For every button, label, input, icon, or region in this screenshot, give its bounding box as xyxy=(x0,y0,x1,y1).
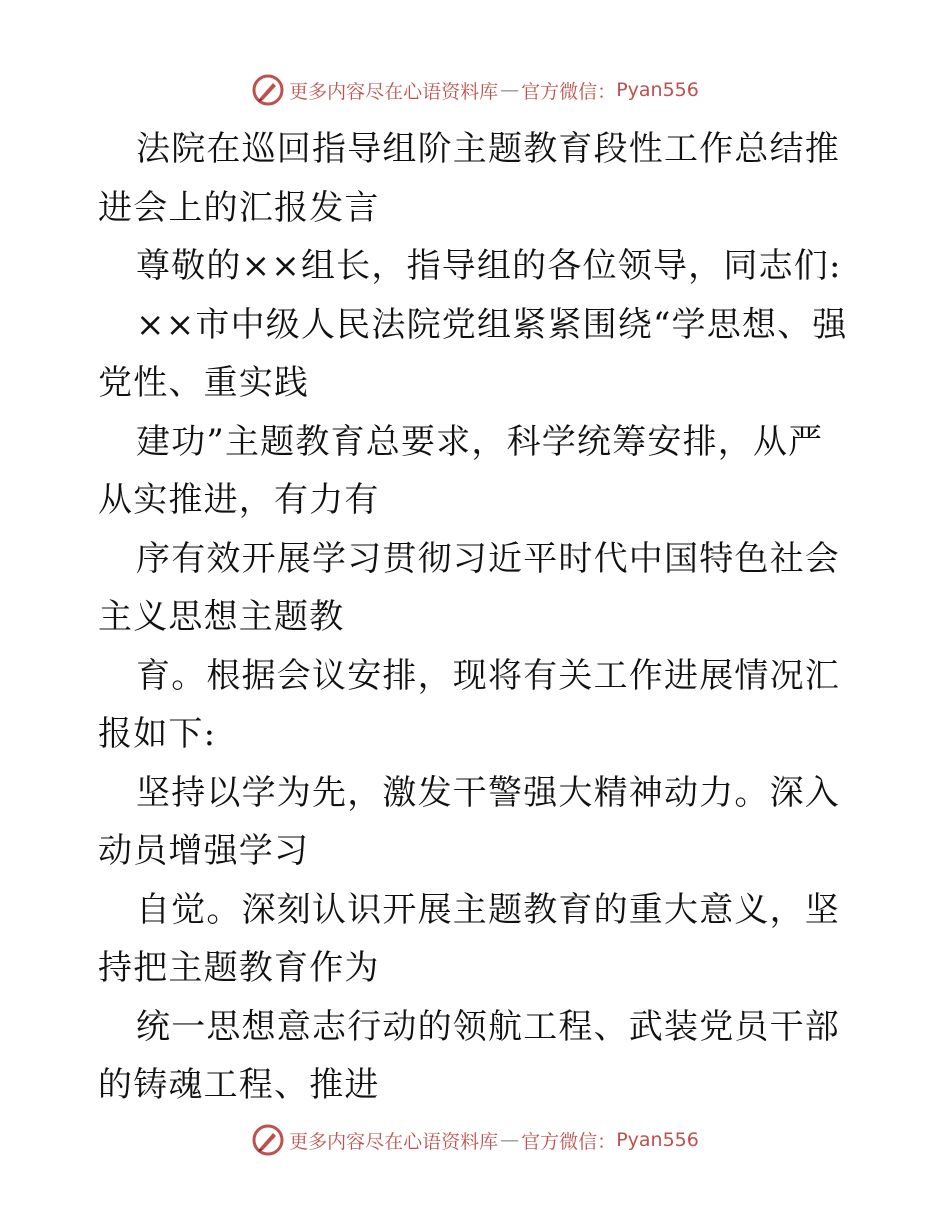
watermark-site: 更多内容尽在心语资料库 xyxy=(289,80,499,103)
document-title: 法院在巡回指导组阶主题教育段性工作总结推进会上的汇报发言 xyxy=(98,129,840,228)
watermark-label: 官方微信： xyxy=(521,80,617,103)
paragraph-2: 建功”主题教育总要求，科学统筹安排，从严从实推进，有力有 xyxy=(98,421,824,520)
watermark-handle: Pyan556 xyxy=(616,79,699,101)
watermark-separator: — xyxy=(500,79,520,101)
paragraph-1: ××市中级人民法院党组紧紧围绕“学思想、强党性、重实践 xyxy=(98,304,848,403)
paragraph-3: 序有效开展学习贯彻习近平时代中国特色社会主义思想主题教 xyxy=(98,538,840,637)
header-watermark xyxy=(0,70,950,110)
paragraph-5: 坚持以学为先，激发干警强大精神动力。深入动员增强学习 xyxy=(98,772,840,871)
watermark-separator: — xyxy=(500,1129,520,1151)
watermark-label: 官方微信： xyxy=(521,1130,617,1153)
footer-watermark xyxy=(0,1120,950,1160)
watermark-handle: Pyan556 xyxy=(616,1129,699,1151)
document-greeting: 尊敬的××组长，指导组的各位领导，同志们: xyxy=(136,246,842,286)
paragraph-6: 自觉。深刻认识开展主题教育的重大意义，坚持把主题教育作为 xyxy=(98,889,840,988)
watermark-site: 更多内容尽在心语资料库 xyxy=(289,1130,499,1153)
pen-logo-icon xyxy=(251,73,285,107)
paragraph-7: 统一思想意志行动的领航工程、武装党员干部的铸魂工程、推进 xyxy=(98,1006,840,1105)
paragraph-4: 育。根据会议安排，现将有关工作进展情况汇报如下: xyxy=(98,655,840,754)
pen-logo-icon xyxy=(251,1123,285,1157)
document-body xyxy=(98,120,858,1115)
